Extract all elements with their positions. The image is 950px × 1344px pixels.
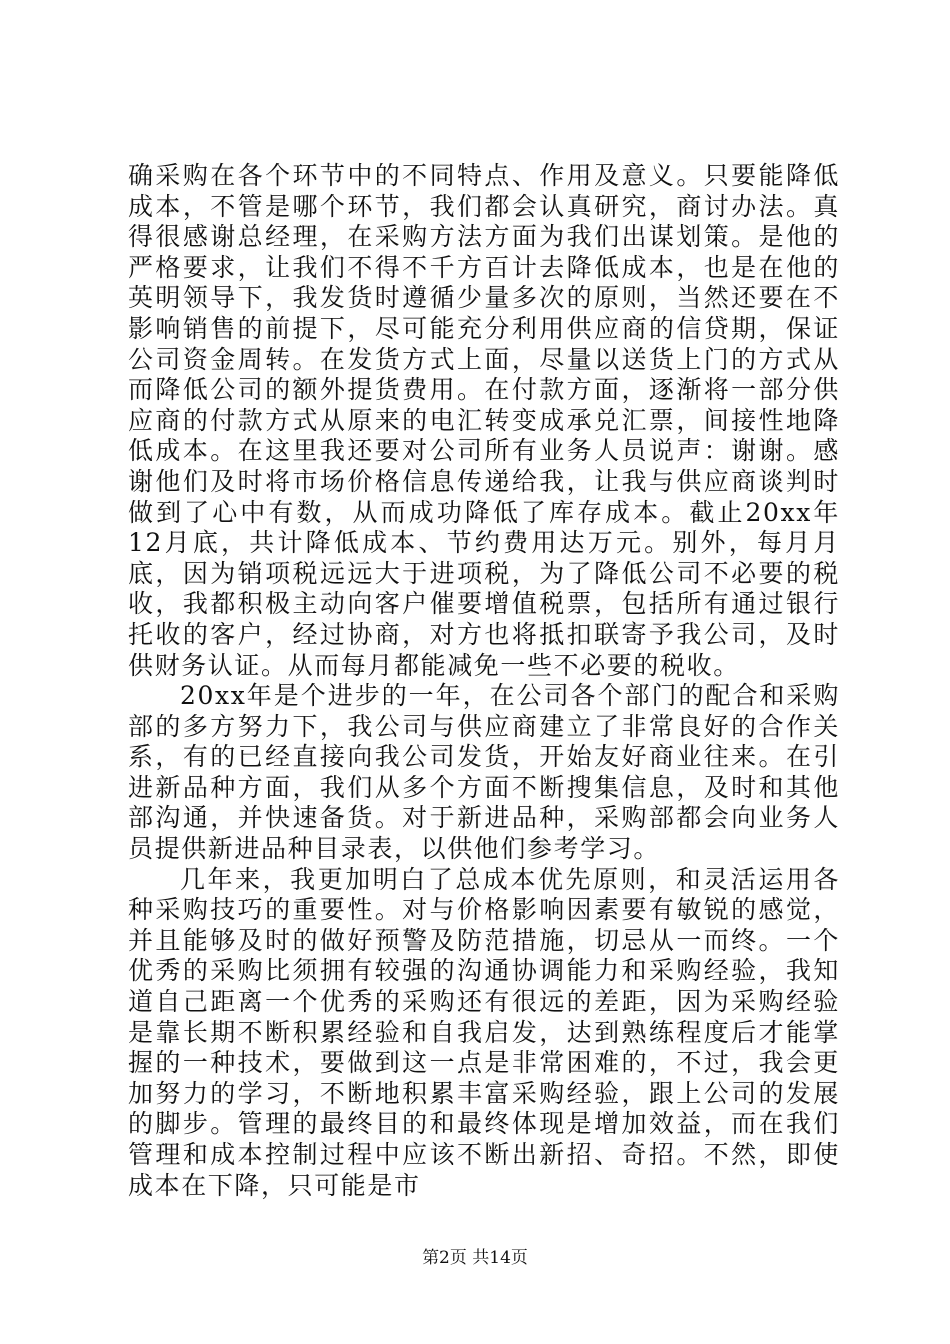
page-number-footer: 第2页 共14页 bbox=[422, 1248, 528, 1268]
paragraph-progress-year: 20xx年是个进步的一年，在公司各个部门的配合和采购部的多方努力下，我公司与供应商建立了非常良好的合作关系，有的已经直接向我公司发货，开始友好商业往来。在引进新品种方面，我们从多个方面不断搜集信息，及时和其他部沟通，并快速备货。对于新进品种，采购部都会向业务人员提供新进品种目录表，以供他们参考学习。 bbox=[128, 681, 840, 864]
paragraph-reflection: 几年来，我更加明白了总成本优先原则，和灵活运用各种采购技巧的重要性。对与价格影响因素要有敏锐的感觉，并且能够及时的做好预警及防范措施，切忌从一而终。一个优秀的采购比须拥有较强的沟通协调能力和采购经验，我知道自己距离一个优秀的采购还有很远的差距，因为采购经验是靠长期不断积累经验和自我启发，达到熟练程度后才能掌握的一种技术，要做到这一点是非常困难的，不过，我会更加努力的学习，不断地积累丰富采购经验，跟上公司的发展的脚步。管理的最终目的和最终体现是增加效益，而在我们管理和成本控制过程中应该不断出新招、奇招。不然，即使成本在下降，只可能是市 bbox=[128, 864, 840, 1200]
paragraph-continuation: 确采购在各个环节中的不同特点、作用及意义。只要能降低成本，不管是哪个环节，我们都会认真研究，商讨办法。真得很感谢总经理，在采购方法方面为我们出谋划策。是他的严格要求，让我们不得不千方百计去降低成本，也是在他的英明领导下，我发货时遵循少量多次的原则，当然还要在不影响销售的前提下，尽可能充分利用供应商的信贷期，保证公司资金周转。在发货方式上面，尽量以送货上门的方式从而降低公司的额外提货费用。在付款方面，逐渐将一部分供应商的付款方式从原来的电汇转变成承兑汇票，间接性地降低成本。在这里我还要对公司所有业务人员说声：谢谢。感谢他们及时将市场价格信息传递给我，让我与供应商谈判时做到了心中有数，从而成功降低了库存成本。截止20xx年12月底，共计降低成本、节约费用达万元。别外，每月月底，因为销项税远远大于进项税，为了降低公司不必要的税收，我都积极主动向客户催要增值税票，包括所有通过银行托收的客户，经过协商，对方也将抵扣联寄予我公司，及时供财务认证。从而每月都能减免一些不必要的税收。 bbox=[128, 161, 840, 680]
document-body bbox=[128, 161, 840, 1201]
